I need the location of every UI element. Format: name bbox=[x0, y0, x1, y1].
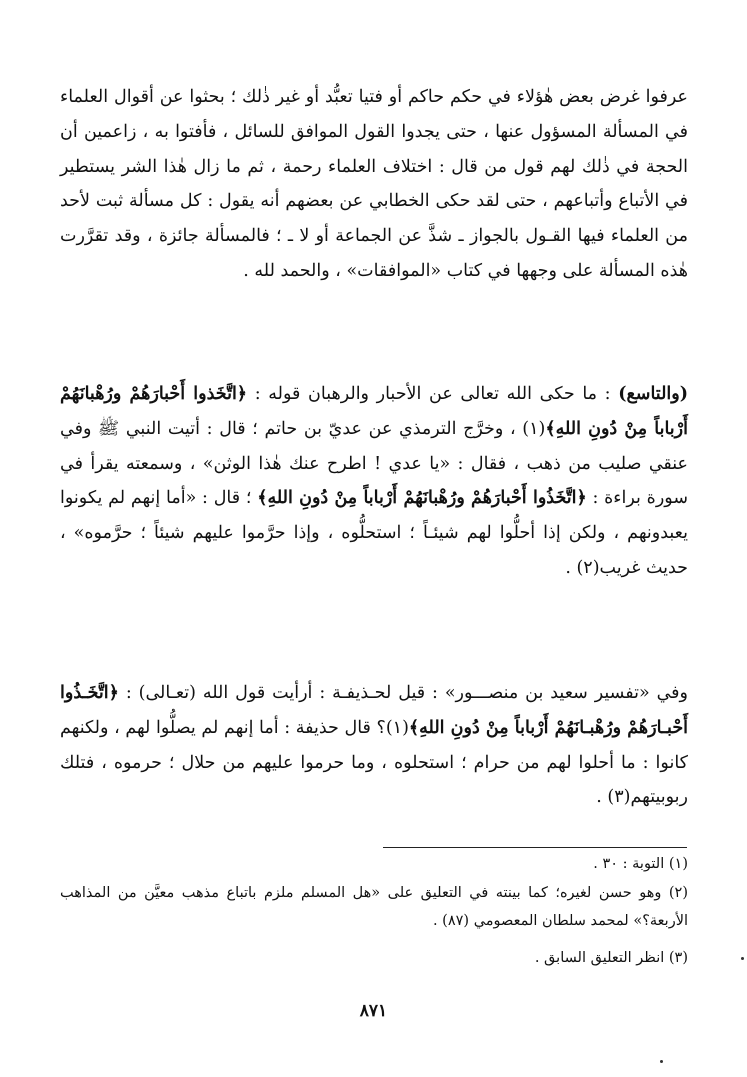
quran-verse-2: ﴿اتَّخَذُوا أَحْبارَهُمْ ورُهْبانَهُمْ أَرْباباً مِنْ دُونِ اللهِ﴾ bbox=[257, 488, 587, 509]
paragraph-2-text-c: ؛ قال : «أما إنهم لم يكونوا يعبدونهم ، ولكن إذا أحلُّوا لهم شيئـاً ؛ استحلُّوه ، وإذا حرَّموا عليهم شيئاً ؛ حرَّموه» ، حديث غريب(٢) . bbox=[60, 488, 688, 578]
paragraph-3 bbox=[60, 676, 688, 815]
footnote-2: (٢) وهو حسن لغيره؛ كما بينته في التعليق على «هل المسلم ملزم باتباع مذهب معيَّن من المذاهب الأربعة؟» لمحمد سلطان المعصومي (٨٧) . bbox=[60, 885, 688, 929]
paragraph-2-text-b: (١) ، وخرَّج الترمذي عن عديّ بن حاتم ؛ قال : أتيت النبي ﷺ وفي عنقي صليب من ذهب ، فقال : «يا عدي ! اطرح عنك هٰذا الوثن» ، وسمعته يقرأ في سورة براءة : bbox=[60, 418, 688, 509]
paragraph-2-text-a: : ما حكى الله تعالى عن الأحبار والرهبان قوله : bbox=[247, 384, 619, 404]
scan-speck bbox=[741, 957, 744, 960]
footnote-1: (١) التوبة : ٣٠ . bbox=[593, 856, 688, 872]
footnote-divider bbox=[383, 847, 687, 848]
footnote-3: (٣) انظر التعليق السابق . bbox=[534, 950, 688, 966]
quran-verse-1: ﴿اتَّخَذوا أَحْبارَهُمْ ورُهْبانَهُمْ أَرْباباً مِنْ دُونِ اللهِ﴾ bbox=[60, 384, 688, 439]
paragraph-3-text-a: وفي «تفسير سعيد بن منصـــور» : قيل لحـذيفـة : أرأيت قول الله (تعـالى) : bbox=[118, 683, 688, 703]
section-label: (والتاسع) bbox=[618, 384, 688, 404]
scan-speck bbox=[660, 1060, 663, 1063]
page-number: ٨٧١ bbox=[359, 1001, 388, 1021]
paragraph-3-text-b: (١)؟ قال حذيفة : أما إنهم لم يصلُّوا لهم ، ولكنهم كانوا : ما أحلوا لهم من حرام ؛ استحلوه ، وما حرموا عليهم من حلال ؛ حرموه ، فتلك ربوبيتهم(٣) . bbox=[60, 717, 688, 808]
paragraph-2 bbox=[60, 377, 688, 586]
quran-verse-3: ﴿اتَّخَـذُوا أَحْبـارَهُمْ ورُهْبـانَهُمْ أَرْباباً مِنْ دُونِ اللهِ﴾ bbox=[60, 683, 688, 738]
paragraph-1: عرفوا غرض بعض هٰؤلاء في حكم حاكم أو فتيا تعبُّد أو غير ذٰلك ؛ بحثوا عن أقوال العلماء في المسألة المسؤول عنها ، حتى يجدوا القول الموافق للسائل ، فأفتوا به ، زاعمين أن الحجة في ذٰلك لهم قول من قال : اختلاف العلماء رحمة ، ثم ما زال هٰذا الشر يستطير في الأتباع وأتباعهم ، حتى لقد حكى الخطابي عن بعضهم أنه يقول : كل مسألة ثبت لأحد من العلماء فيها القـول بالجواز ـ شذَّ عن الجماعة أو لا ـ ؛ فالمسألة جائزة ، وقد تقرَّرت هٰذه المسألة على وجهها في كتاب «الموافقات» ، والحمد لله . bbox=[60, 87, 688, 281]
